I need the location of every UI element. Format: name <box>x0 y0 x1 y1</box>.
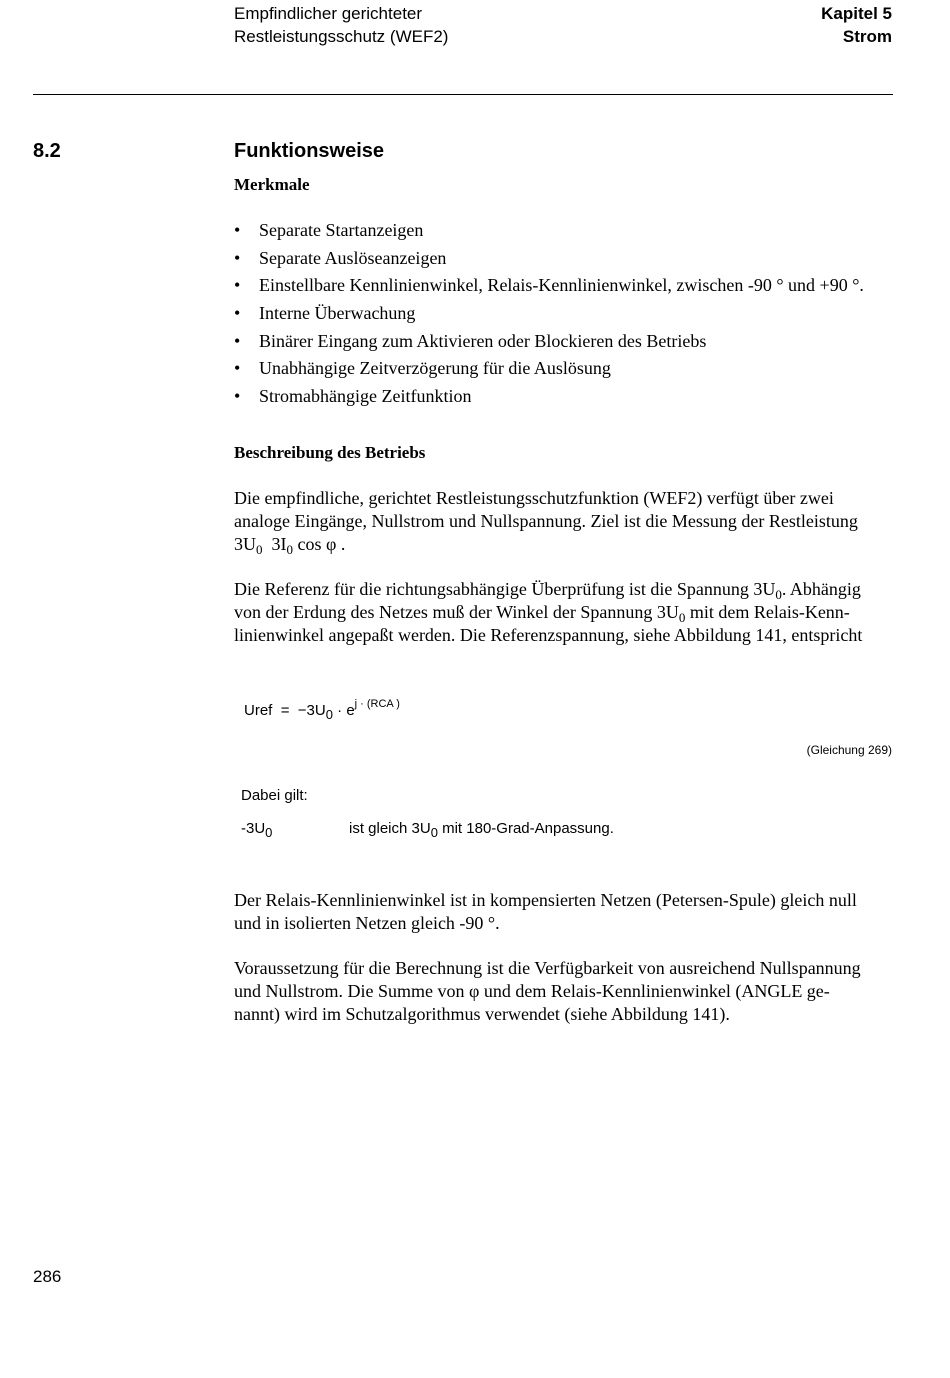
list-item: • Einstellbare Kennlinienwinkel, Relais-Kennlinienwinkel, zwischen -90 ° und +90 °. <box>234 275 864 296</box>
description-heading: Beschreibung des Betriebs <box>234 443 426 462</box>
header-title-line1: Empfindlicher gerichteter <box>234 4 423 23</box>
equation-number: (Gleichung 269) <box>806 743 892 757</box>
definition-term: $-3U_0$ <box>241 820 273 840</box>
paragraph-reference: Die Referenz für die richtungsabhängige Überprüfung ist die Spannung $3U_0$. Abhängig von der Erdung des Netzes muß der Winkel der Spannung $3U_0$ mit dem Relais-Kenn- linienwinkel angepaßt werden. Die Referenzspannung, siehe Abbildung 141, entspricht <box>234 579 863 645</box>
header-chapter: Kapitel 5 <box>821 4 892 23</box>
header-chapter-name: Strom <box>842 27 892 46</box>
running-header-title <box>234 2 448 48</box>
residual-power-formula: $3U_0$ $3I_0$ cos φ . <box>234 534 346 557</box>
list-item: • Interne Überwachung <box>234 303 416 324</box>
section-number: 8.2 <box>33 140 61 162</box>
header-title-line2: Restleistungsschutz (WEF2) <box>234 27 449 46</box>
header-divider <box>33 94 893 95</box>
paragraph-intro: Die empfindliche, gerichtet Restleistungsschutzfunktion (WEF2) verfügt über zwei analoge Eingänge, Nullstrom und Nullspannung. Ziel ist die Messung der Restleistung $3U_0$ $3I_0$ cos φ . <box>234 487 894 556</box>
list-item: • Binärer Eingang zum Aktivieren oder Blockieren des Betriebs <box>234 330 707 351</box>
features-heading: Merkmale <box>234 175 310 194</box>
list-item: • Stromabhängige Zeitfunktion <box>234 386 472 407</box>
running-header-chapter <box>821 2 892 48</box>
where-label: Dabei gilt: <box>241 787 308 804</box>
feature-list <box>234 218 864 412</box>
paragraph-rca: Der Relais-Kennlinienwinkel ist in kompensierten Netzen (Petersen-Spule) gleich null und in isolierten Netzen gleich -90 °. <box>234 890 857 933</box>
equation-reference-voltage: Uref = $-3U_0 \cdot e^{j \cdot (RCA )}$ <box>244 698 400 722</box>
list-item: • Separate Startanzeigen <box>234 220 424 240</box>
paragraph-requirement: Voraussetzung für die Berechnung ist die Verfügbarkeit von ausreichend Nullspannung und Nullstrom. Die Summe von φ und dem Relais-Kennlinienwinkel (ANGLE ge- nannt) wird im Schutzalgorithmus verwendet (siehe Abbildung 141). <box>234 958 861 1024</box>
page-number: 286 <box>33 1267 62 1286</box>
section-title: Funktionsweise <box>234 140 385 162</box>
list-item: • Separate Auslöseanzeigen <box>234 247 447 268</box>
list-item: • Unabhängige Zeitverzögerung für die Auslösung <box>234 358 611 379</box>
definition-text: ist gleich $3U_0$ mit 180-Grad-Anpassung. <box>349 820 614 840</box>
